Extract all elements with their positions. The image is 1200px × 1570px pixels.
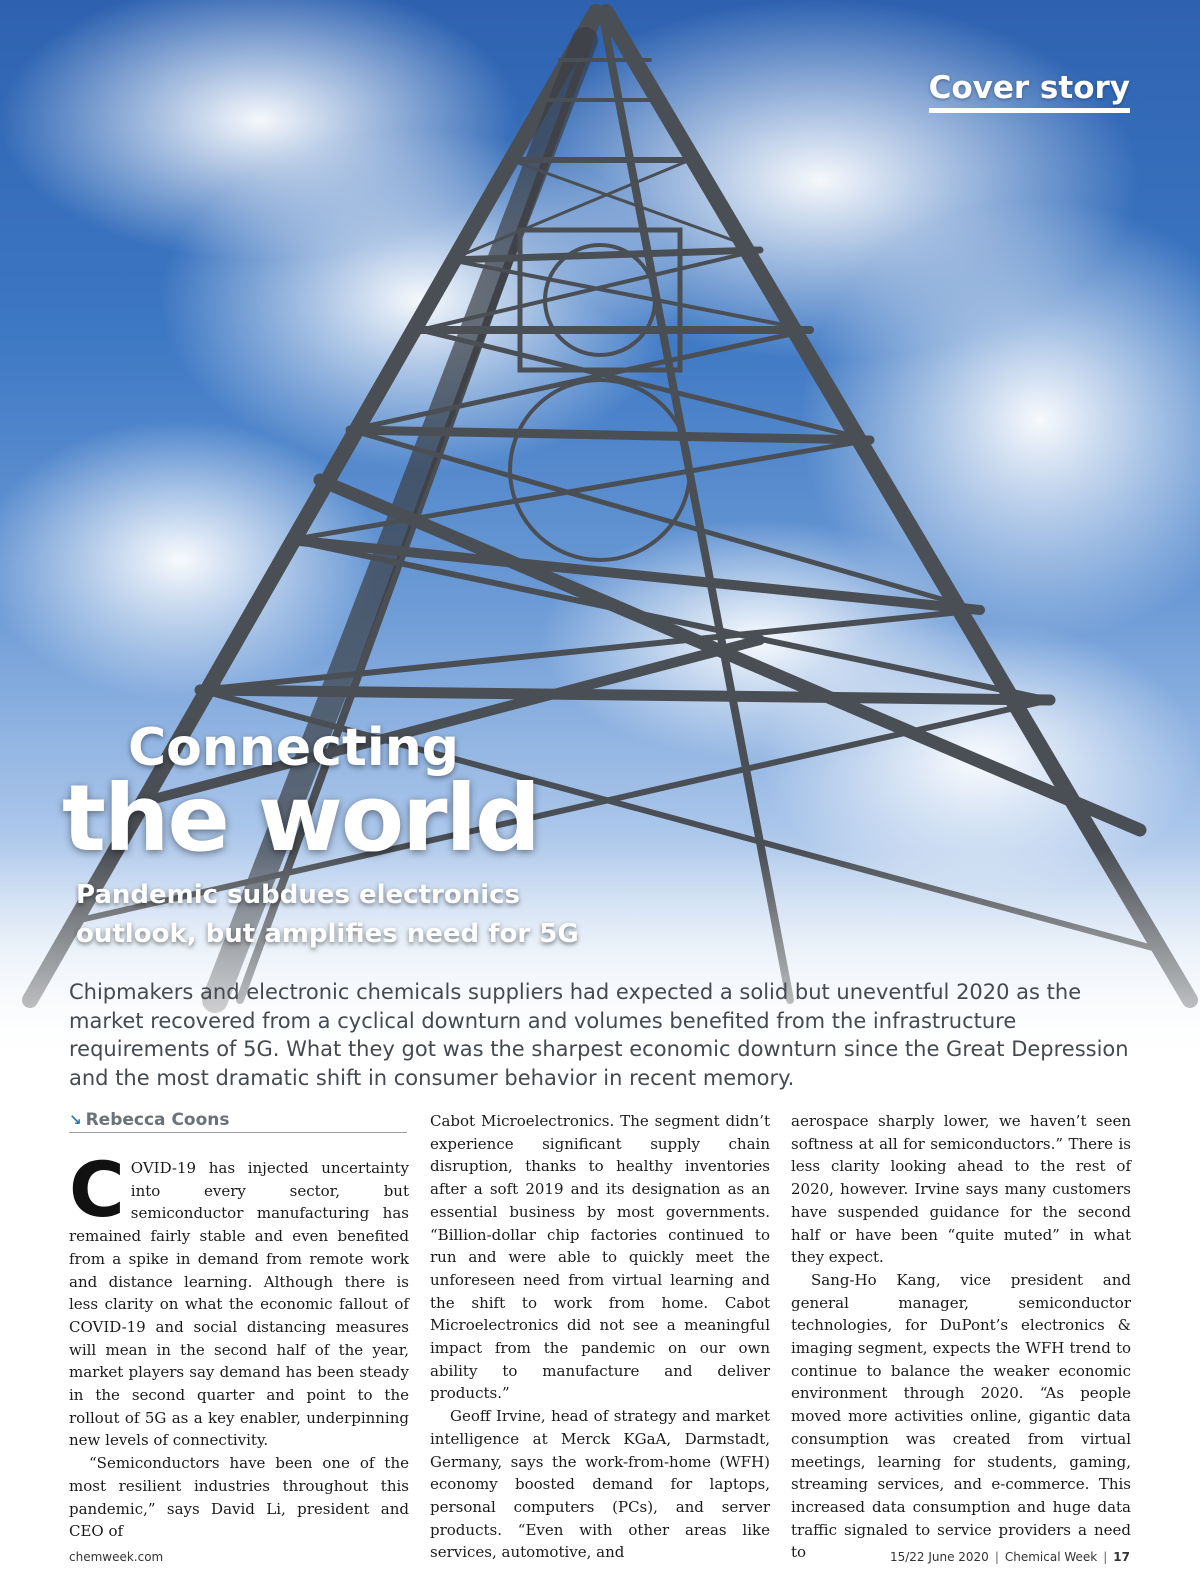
footer-publication: Chemical Week [1004,1550,1098,1564]
author-name: Rebecca Coons [85,1110,230,1130]
paragraph: aerospace sharply lower, we haven’t seen softness at all for semiconductors.” There is less clarity looking ahead to the rest of 2020, however. Irvine says many customers have suspended guidance for the second half or have been “quite muted” in what they expect. [791,1112,1131,1267]
article-dek: Chipmakers and electronic chemicals suppliers had expected a solid but uneventful 2020 as the market recovered from a cyclical downturn and volumes benefited from the infrastructure requirements of 5G. What they got was the sharpest economic downturn since the Great Depression and the most dramatic shift in consumer behavior in recent memory. [69,980,1129,1090]
headline-line-1: Connecting [128,718,459,778]
cloud [0,420,380,700]
headline-line-2: the world [62,765,539,872]
arrow-down-right-icon: ↘ [69,1111,82,1129]
drop-cap: C [69,1145,125,1234]
footer-info: 15/22 June 2020 | Chemical Week | 17 [889,1550,1130,1564]
byline [69,1110,407,1133]
article-column-1 [69,1145,409,1543]
footer-website: chemweek.com [69,1550,164,1564]
paragraph: Geoff Irvine, head of strategy and market intelligence at Merck KGaA, Darmstadt, Germany, says the work-from-home (WFH) economy boosted demand for laptops, personal computers (PCs), and server products. “Even with other areas like services, automotive, and [430,1407,770,1562]
subheadline: Pandemic subdues electronics outlook, but amplifies need for 5G [76,880,579,949]
section-label: Cover story [929,70,1130,113]
article-column-2 [430,1110,770,1564]
paragraph: “Semiconductors have been one of the most resilient industries throughout this pandemic,” says David Li, president and CEO of [69,1454,409,1541]
paragraph: Sang-Ho Kang, vice president and general manager, semiconductor technologies, for DuPont’s electronics & imaging segment, expects the WFH trend to continue to balance the weaker economic environment through 2020. “As people moved more activities online, gigantic data consumption was created from virtual meetings, learning for students, gaming, streaming services, and e-commerce. This increased data consumption and huge data traffic signaled to service providers a need to [791,1270,1131,1562]
paragraph: OVID-19 has injected uncertainty into every sector, but semiconductor manufacturing has remained fairly stable and even benefited from a spike in demand from remote work and distance learning. Although there is less clarity on what the economic fallout of COVID-19 and social distancing measures will mean in the second half of the year, market players say demand has been steady in the second quarter and point to the rollout of 5G as a key enabler, underpinning new levels of connectivity. [69,1159,409,1450]
paragraph: Cabot Microelectronics. The segment didn’t experience significant supply chain disruption, thanks to healthy inventories after a soft 2019 and its designation as an essential business by most governments. “Billion-dollar chip factories continued to run and were able to quickly meet the unforeseen need from virtual learning and the shift to work from home. Cabot Microelectronics did not see a meaningful impact from the pandemic on our own ability to manufacture and deliver products.” [430,1112,770,1403]
footer-date: 15/22 June 2020 [889,1550,989,1564]
article-column-3 [791,1110,1131,1564]
page-number: 17 [1113,1550,1130,1564]
